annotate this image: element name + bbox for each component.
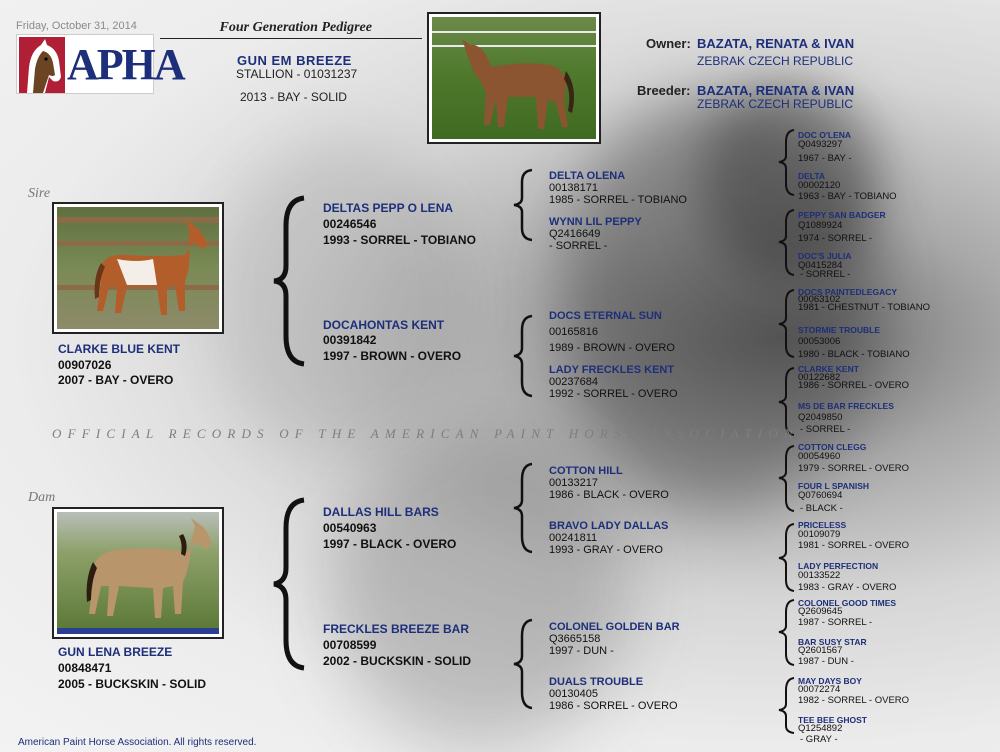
gen3-year-7: 1997 - DUN - <box>549 645 614 657</box>
gen3-year-4: 1992 - SORREL - OVERO <box>549 388 678 400</box>
gen4-name-13[interactable]: COLONEL GOOD TIMES <box>798 598 897 608</box>
gen3-reg-8: 00130405 <box>549 688 598 700</box>
gen3-name-7[interactable]: COLONEL GOLDEN BAR <box>549 621 680 633</box>
horse-head-icon <box>19 37 65 93</box>
gen2-brace-3-icon <box>512 462 536 554</box>
gen4-reg-14: Q2601567 <box>798 645 843 656</box>
gen3-name-4[interactable]: LADY FRECKLES KENT <box>549 364 675 376</box>
gen4-reg-1: Q0493297 <box>798 139 843 150</box>
sire-brace-icon <box>272 196 312 366</box>
gen4-year-15: 1982 - SORREL - OVERO <box>798 695 910 706</box>
gen3-name-6[interactable]: BRAVO LADY DALLAS <box>549 520 669 532</box>
gen3-name-3[interactable]: DOCS ETERNAL SUN <box>549 310 662 322</box>
gen4-year-12: 1983 - GRAY - OVERO <box>798 582 897 593</box>
breeder-label: Breeder: <box>637 83 691 98</box>
gen2-reg-4: 00708599 <box>323 638 377 652</box>
dam-section-label: Dam <box>28 490 56 505</box>
gen3-reg-1: 00138171 <box>549 182 598 194</box>
gen4-year-2: 1963 - BAY - TOBIANO <box>798 191 897 202</box>
gen4-reg-8: Q2049850 <box>798 412 843 423</box>
gen4-name-1[interactable]: DOC O'LENA <box>798 130 852 140</box>
gen3-name-1[interactable]: DELTA OLENA <box>549 170 626 182</box>
gen4-year-13: 1987 - SORREL - <box>798 617 873 628</box>
gen4-reg-15: 00072274 <box>798 684 841 695</box>
gen4-year-16: - GRAY - <box>800 734 838 745</box>
gen4-reg-13: Q2609645 <box>798 606 843 617</box>
gen2-brace-1-icon <box>512 168 536 242</box>
gen3-year-6: 1993 - GRAY - OVERO <box>549 544 663 556</box>
dam-registration: 00848471 <box>58 661 112 675</box>
gen3-reg-3: 00165816 <box>549 326 598 338</box>
gen2-year-1: 1993 - SORREL - TOBIANO <box>323 233 476 247</box>
gen3-reg-6: 00241811 <box>549 532 598 544</box>
gen2-name-2[interactable]: DOCAHONTAS KENT <box>323 318 445 332</box>
gen3-year-5: 1986 - BLACK - OVERO <box>549 489 669 501</box>
gen4-year-7: 1986 - SORREL - OVERO <box>798 380 910 391</box>
owner-name: BAZATA, RENATA & IVAN <box>697 36 855 51</box>
gen4-name-15[interactable]: MAY DAYS BOY <box>798 676 862 686</box>
gen3-year-2: - SORREL - <box>549 240 608 252</box>
gen2-name-3[interactable]: DALLAS HILL BARS <box>323 505 439 519</box>
gen4-year-9: 1979 - SORREL - OVERO <box>798 463 910 474</box>
gen4-reg-4: Q0415284 <box>798 260 843 271</box>
gen4-name-7[interactable]: CLARKE KENT <box>798 364 859 374</box>
gen4-year-6: 1980 - BLACK - TOBIANO <box>798 349 910 360</box>
gen4-name-5[interactable]: DOCS PAINTEDLEGACY <box>798 287 898 297</box>
gen4-reg-9: 00054960 <box>798 451 841 462</box>
dam-name[interactable]: GUN LENA BREEZE <box>58 645 173 659</box>
gen2-reg-1: 00246546 <box>323 217 377 231</box>
print-date: Friday, October 31, 2014 <box>16 20 137 32</box>
gen4-reg-16: Q1254892 <box>798 723 843 734</box>
gen3-reg-7: Q3665158 <box>549 633 601 645</box>
gen4-year-8: - SORREL - <box>800 424 851 435</box>
gen4-name-10[interactable]: FOUR L SPANISH <box>798 481 869 491</box>
gen3-reg-4: 00237684 <box>549 376 598 388</box>
gen4-name-3[interactable]: PEPPY SAN BADGER <box>798 210 886 220</box>
gen2-reg-2: 00391842 <box>323 333 377 347</box>
gen4-reg-2: 00002120 <box>798 180 841 191</box>
gen3-reg-2: Q2416649 <box>549 228 601 240</box>
breeder-name: BAZATA, RENATA & IVAN <box>697 83 855 98</box>
sire-registration: 00907026 <box>58 358 112 372</box>
gen4-name-11[interactable]: PRICELESS <box>798 520 847 530</box>
gen3-name-2[interactable]: WYNN LIL PEPPY <box>549 216 642 228</box>
gen4-name-14[interactable]: BAR SUSY STAR <box>798 637 867 647</box>
gen2-year-3: 1997 - BLACK - OVERO <box>323 537 457 551</box>
gen4-year-4: - SORREL - <box>800 269 851 280</box>
gen4-reg-11: 00109079 <box>798 529 841 540</box>
owner-label: Owner: <box>646 36 691 51</box>
gen2-name-1[interactable]: DELTAS PEPP O LENA <box>323 201 454 215</box>
gen3-name-8[interactable]: DUALS TROUBLE <box>549 676 644 688</box>
gen4-year-3: 1974 - SORREL - <box>798 233 873 244</box>
gen3-year-1: 1985 - SORREL - TOBIANO <box>549 194 687 206</box>
gen3-year-3: 1989 - BROWN - OVERO <box>549 342 675 354</box>
subject-photo <box>427 12 601 144</box>
gen4-name-12[interactable]: LADY PERFECTION <box>798 561 879 571</box>
gen4-name-8[interactable]: MS DE BAR FRECKLES <box>798 401 894 411</box>
gen4-year-1: 1967 - BAY - <box>798 153 852 164</box>
breeder-location: ZEBRAK CZECH REPUBLIC <box>697 97 854 111</box>
dam-year-color: 2005 - BUCKSKIN - SOLID <box>58 677 207 691</box>
gen4-name-2[interactable]: DELTA <box>798 171 826 181</box>
owner-location: ZEBRAK CZECH REPUBLIC <box>697 54 854 68</box>
apha-logo[interactable] <box>16 34 184 94</box>
subject-name: GUN EM BREEZE <box>237 53 352 68</box>
gen2-brace-2-icon <box>512 314 536 398</box>
page-title: Four Generation Pedigree <box>160 20 422 39</box>
gen2-brace-4-icon <box>512 618 536 710</box>
official-records-watermark: OFFICIAL RECORDS OF THE AMERICAN PAINT HORSE ASSOCIATION <box>52 426 799 441</box>
gen3-reg-5: 00133217 <box>549 477 598 489</box>
gen4-reg-10: Q0760694 <box>798 490 843 501</box>
gen4-reg-6: 00053006 <box>798 336 841 347</box>
gen4-year-11: 1981 - SORREL - OVERO <box>798 540 910 551</box>
gen4-name-16[interactable]: TEE BEE GHOST <box>798 715 867 725</box>
gen3-name-5[interactable]: COTTON HILL <box>549 465 623 477</box>
gen2-name-4[interactable]: FRECKLES BREEZE BAR <box>323 622 470 636</box>
sire-year-color: 2007 - BAY - OVERO <box>58 373 174 387</box>
sire-name[interactable]: CLARKE BLUE KENT <box>58 342 180 356</box>
gen4-name-4[interactable]: DOC'S JULIA <box>798 251 852 261</box>
logo-text: APHA <box>67 40 184 89</box>
gen4-reg-12: 00133522 <box>798 570 841 581</box>
gen4-year-10: - BLACK - <box>800 503 843 514</box>
gen4-reg-3: Q1089924 <box>798 220 843 231</box>
copyright-footer: American Paint Horse Association. All rights reserved. <box>18 737 257 748</box>
gen4-reg-5: 00063102 <box>798 294 841 305</box>
gen4-name-6[interactable]: STORMIE TROUBLE <box>798 325 881 335</box>
gen4-year-14: 1987 - DUN - <box>798 656 854 667</box>
sire-photo <box>52 202 224 334</box>
subject-year-color: 2013 - BAY - SOLID <box>240 90 347 104</box>
sire-section-label: Sire <box>28 186 51 201</box>
gen4-name-9[interactable]: COTTON CLEGG <box>798 442 867 452</box>
dam-photo <box>52 507 224 639</box>
subject-registration: STALLION - 01031237 <box>236 67 358 81</box>
gen2-year-2: 1997 - BROWN - OVERO <box>323 349 462 363</box>
gen4-year-5: 1981 - CHESTNUT - TOBIANO <box>798 302 930 313</box>
gen2-reg-3: 00540963 <box>323 521 377 535</box>
gen2-year-4: 2002 - BUCKSKIN - SOLID <box>323 654 472 668</box>
gen4-reg-7: 00122682 <box>798 372 841 383</box>
dam-brace-icon <box>272 498 312 670</box>
gen3-year-8: 1986 - SORREL - OVERO <box>549 700 678 712</box>
